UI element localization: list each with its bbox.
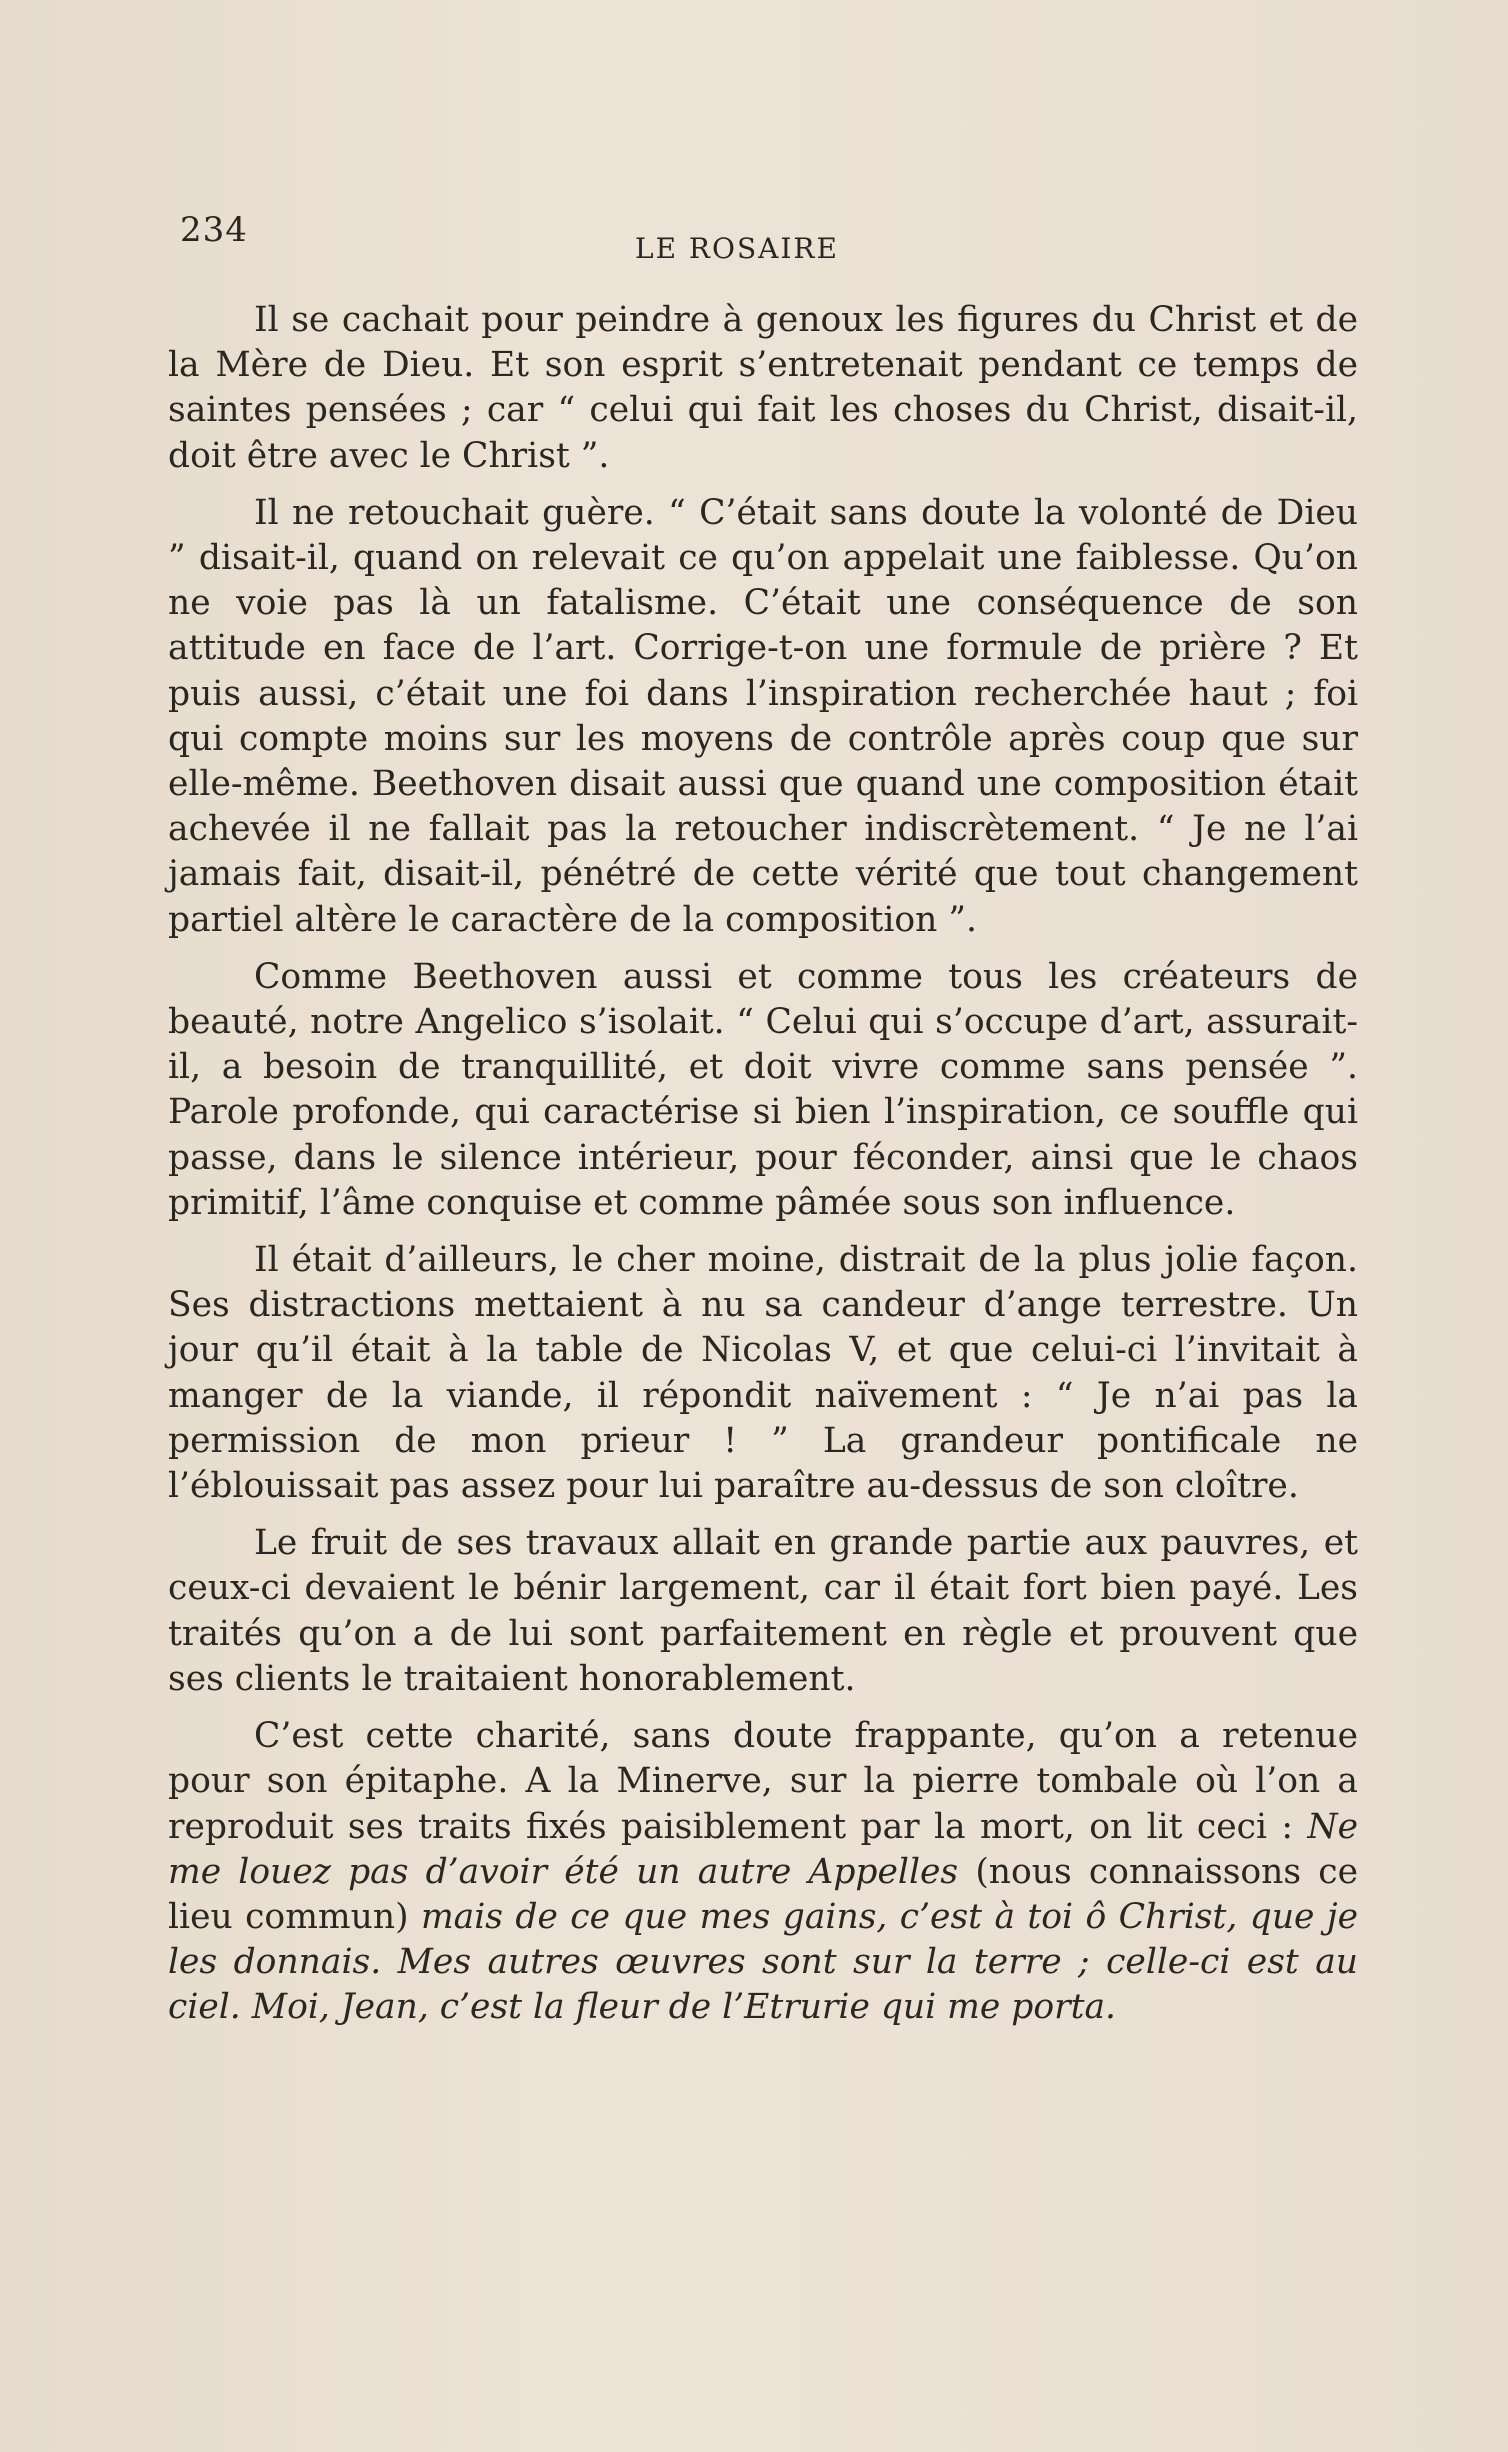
epitaph-quote-part2: mais de ce que mes gains, c’est à toi ô Christ, que je les donnais. Mes autres œuvres sont sur la terre ; celle-ci est au ciel. Moi, Jean, c’est la fleur de l’Etrurie qui me porta. bbox=[168, 1896, 1358, 2028]
page-body bbox=[168, 298, 1358, 2043]
paragraph: Comme Beethoven aussi et comme tous les créateurs de beauté, notre Angelico s’isolait. “ Celui qui s’occupe d’art, assurait-il, a besoin de tranquillité, et doit vivre comme sans pensée ”. Parole profonde, qui caractérise si bien l’inspiration, ce souffle qui passe, dans le silence intérieur, pour féconder, ainsi que le chaos primitif, l’âme conquise et comme pâmée sous son influence. bbox=[168, 956, 1358, 1223]
paragraph: Il était d’ailleurs, le cher moine, distrait de la plus jolie façon. Ses distractions mettaient à nu sa candeur d’ange terrestre. Un jour qu’il était à la table de Nicolas V, et que celui-ci l’invitait à manger de la viande, il répondit naïvement : “ Je n’ai pas la permission de mon prieur ! ” La grandeur pontificale ne l’éblouissait pas assez pour lui paraître au-dessus de son cloître. bbox=[168, 1240, 1358, 1507]
page-number: 234 bbox=[180, 210, 248, 250]
epitaph-paragraph bbox=[168, 1714, 1358, 2030]
paragraph: Le fruit de ses travaux allait en grande partie aux pauvres, et ceux-ci devaient le bénir largement, car il était fort bien payé. Les traités qu’on a de lui sont parfaitement en règle et prouvent que ses clients le traitaient honorablement. bbox=[168, 1523, 1358, 1699]
epitaph-quote-part1: Ne me louez pas d’avoir été un autre Appelles bbox=[168, 1806, 1358, 1892]
paragraph: Il se cachait pour peindre à genoux les figures du Christ et de la Mère de Dieu. Et son esprit s’entretenait pendant ce temps de saintes pensées ; car “ celui qui fait les choses du Christ, disait-il, doit être avec le Christ ”. bbox=[168, 300, 1358, 476]
running-title: LE ROSAIRE bbox=[635, 232, 839, 265]
epitaph-lead: C’est cette charité, sans doute frappante, qu’on a retenue pour son épitaphe. A la Minerve, sur la pierre tombale où l’on a reproduit ses traits fixés paisiblement par la mort, on lit ceci : bbox=[168, 1716, 1358, 1847]
paragraph: Il ne retouchait guère. “ C’était sans doute la volonté de Dieu ” disait-il, quand on relevait ce qu’on appelait une faiblesse. Qu’on ne voie pas là un fatalisme. C’était une conséquence de son attitude en face de l’art. Corrige-t-on une formule de prière ? Et puis aussi, c’était une foi dans l’inspiration recherchée haut ; foi qui compte moins sur les moyens de contrôle après coup que sur elle-même. Beethoven disait aussi que quand une composition était achevée il ne fallait pas la retoucher indiscrètement. “ Je ne l’ai jamais fait, disait-il, pénétré de cette vérité que tout changement partiel altère le caractère de la composition ”. bbox=[168, 492, 1358, 940]
page-header bbox=[180, 210, 1360, 270]
epitaph-aside: (nous connaissons ce lieu commun) bbox=[168, 1851, 1359, 1937]
